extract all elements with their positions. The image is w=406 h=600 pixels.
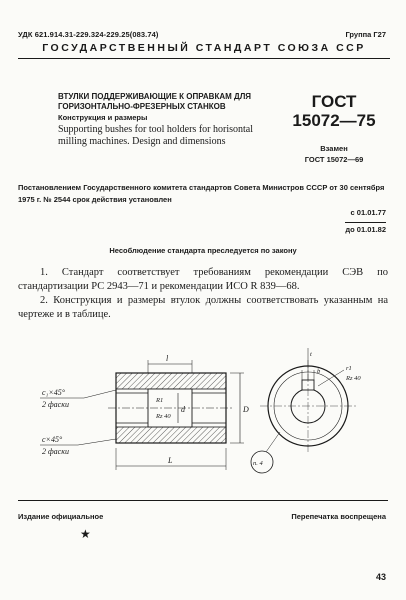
valid-to-date: до 01.01.82 bbox=[345, 222, 386, 234]
official-edition-label: Издание официальное bbox=[18, 512, 104, 521]
reprint-prohibited-label: Перепечатка воспрещена bbox=[291, 512, 386, 521]
paragraph-1: 1. Стандарт соответствует требованиям рекомендации СЭВ по стандартизации РС 2943—71 и рекомендации ИСО R 839—68. bbox=[18, 267, 388, 292]
chamfer1-label: c₁×45° bbox=[42, 388, 65, 397]
gost-number: 15072—75 bbox=[292, 111, 376, 130]
dim-D-label: D bbox=[243, 405, 249, 414]
dim-b-label: b bbox=[317, 368, 321, 375]
radius-label: R1 bbox=[156, 397, 164, 404]
subtitle-russian: Конструкция и размеры bbox=[58, 113, 148, 122]
legal-warning: Несоблюдение стандарта преследуется по закону bbox=[109, 246, 297, 255]
paragraph-2: 2. Конструкция и размеры втулок должны соответствовать указанным на чертеже и в таблице. bbox=[18, 295, 388, 320]
replaces-value: ГОСТ 15072—69 bbox=[304, 155, 364, 164]
chamfer1-note: 2 фаски bbox=[42, 400, 69, 409]
dim-d-label: d bbox=[181, 405, 185, 414]
footer-rule bbox=[18, 500, 388, 501]
decree-text: Постановлением Государственного комитета стандартов Совета Министров СССР от 30 сентября 1975 г. № 2544 срок действия установлен bbox=[18, 183, 385, 204]
title-block bbox=[58, 92, 273, 148]
gost-label: ГОСТ bbox=[311, 92, 357, 111]
gost-block bbox=[278, 92, 390, 164]
title-english: Supporting bushes for tool holders for horisontal milling machines. Design and dimensions bbox=[58, 124, 253, 147]
valid-from-date: с 01.01.77 bbox=[350, 208, 386, 217]
bush-end-view bbox=[251, 348, 361, 473]
udk-code: УДК 621.914.31-229.324-229.25(083.74) bbox=[18, 30, 159, 39]
page-number: 43 bbox=[375, 572, 386, 582]
chamfer2-note: 2 фаски bbox=[42, 447, 69, 456]
bush-section-view bbox=[40, 354, 249, 470]
surface-label-2: Rz 40 bbox=[346, 375, 361, 382]
dim-L-label: L bbox=[168, 456, 173, 465]
r1-label: r1 bbox=[346, 365, 352, 372]
dim-t-label: t bbox=[310, 351, 312, 358]
body-text bbox=[18, 266, 388, 322]
note-p4-label: п. 4 bbox=[253, 460, 263, 467]
chamfer2-label: c×45° bbox=[42, 435, 63, 444]
replaces-label: Взамен bbox=[320, 144, 348, 153]
technical-drawing bbox=[18, 340, 388, 490]
group-code: Группа Г27 bbox=[345, 30, 386, 39]
dim-l-label: l bbox=[166, 354, 169, 363]
title-russian: ВТУЛКИ ПОДДЕРЖИВАЮЩИЕ К ОПРАВКАМ ДЛЯ ГОРИЗОНТАЛЬНО-ФРЕЗЕРНЫХ СТАНКОВ bbox=[58, 92, 252, 111]
star-icon: ★ bbox=[80, 527, 91, 541]
surface-label: Rz 40 bbox=[156, 413, 171, 420]
standard-title: ГОСУДАРСТВЕННЫЙ СТАНДАРТ СОЮЗА ССР bbox=[18, 42, 390, 59]
